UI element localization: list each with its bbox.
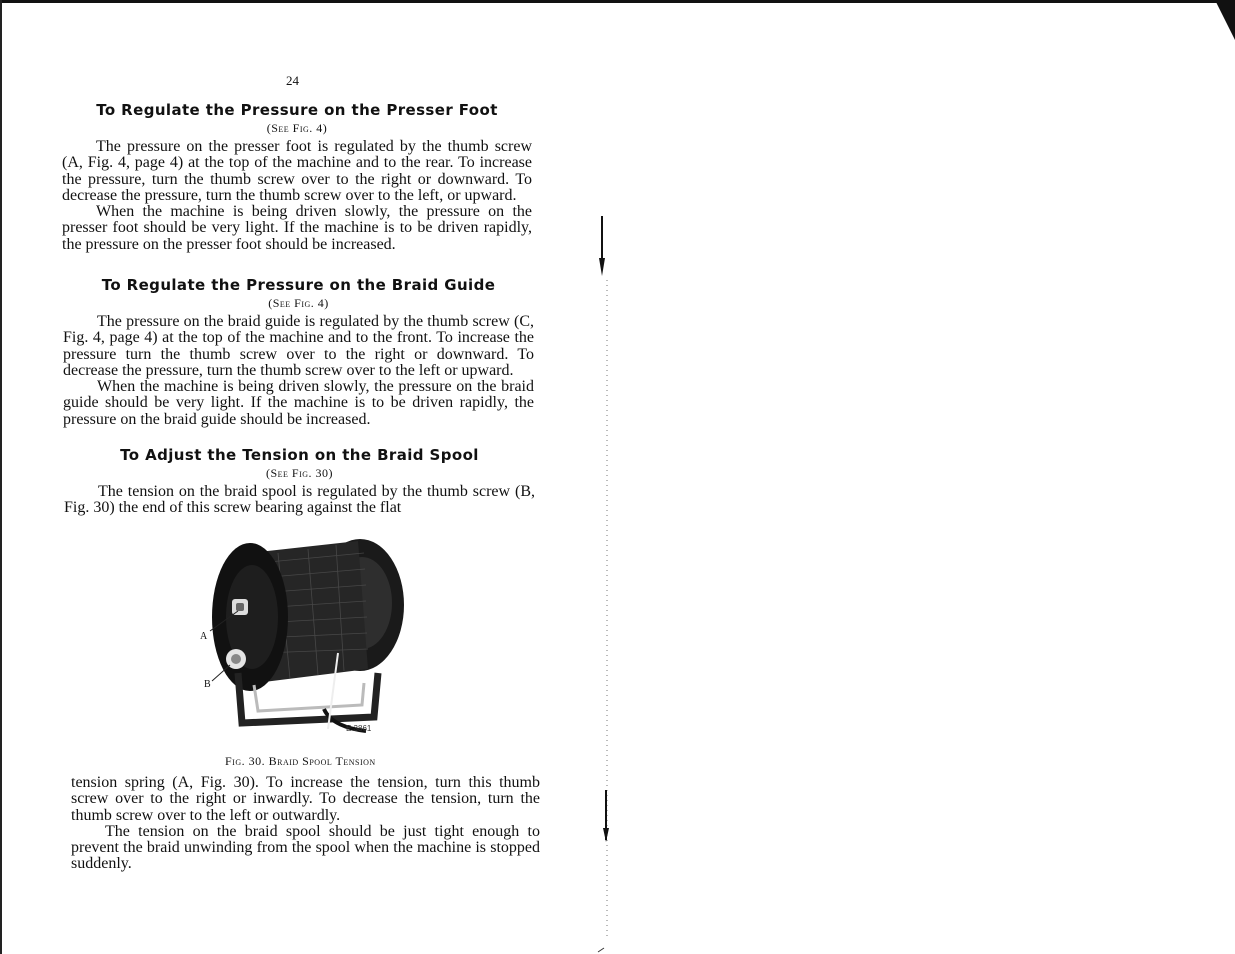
see-figure-note: (See Fig. 30) [265, 466, 334, 480]
see-figure-note: (See Fig. 4) [268, 296, 329, 310]
body-paragraph: The tension on the braid spool is regulated by the thumb screw (B, Fig. 30) the end of this screw bearing against the flat [64, 483, 535, 517]
section-heading: To Regulate the Pressure on the Braid Guide [101, 276, 496, 294]
figure-caption: Fig. 30. Braid Spool Tension [225, 754, 376, 768]
see-figure-note: (See Fig. 4) [266, 121, 328, 135]
section-presser-foot [62, 101, 532, 253]
scan-top-border [0, 0, 1235, 3]
braid-spool-figure [198, 533, 412, 743]
body-paragraph: The tension on the braid spool should be just tight enough to prevent the braid unwinding from the spool when the machine is stopped suddenly. [71, 822, 540, 873]
scan-left-border [0, 0, 2, 954]
continuation-text [71, 775, 540, 873]
section-braid-spool [64, 446, 535, 517]
body-paragraph: When the machine is being driven slowly, the pressure on the braid guide should be very light. If the machine is to be driven rapidly, the pressure on the braid guide should be increased. [63, 378, 534, 428]
page-number: 24 [286, 73, 299, 88]
corner-mark [1211, 0, 1235, 40]
figure-plate-code: E 3861 [346, 724, 372, 733]
scan-gutter-marks [596, 200, 626, 954]
figure-label-b: B [204, 679, 211, 690]
section-heading: To Regulate the Pressure on the Presser Foot [96, 101, 498, 119]
body-paragraph: The pressure on the braid guide is regulated by the thumb screw (C, Fig. 4, page 4) at the top of the machine and to the front. To increase the pressure turn the thumb screw over to the right or downward. To decrease the pressure, turn the thumb screw over to the left or upward. [63, 313, 534, 379]
body-paragraph: When the machine is being driven slowly, the pressure on the presser foot should be very light. If the machine is to be driven rapidly, the pressure on the presser foot should be increased. [62, 203, 532, 253]
section-braid-guide [63, 276, 534, 428]
section-heading: To Adjust the Tension on the Braid Spool [120, 446, 479, 464]
body-paragraph: The pressure on the presser foot is regulated by the thumb screw (A, Fig. 4, page 4) at the top of the machine and to the rear. To increase the pressure, turn the thumb screw over to the right or downward. To decrease the pressure, turn the thumb screw over to the left, or upward. [62, 138, 532, 204]
figure-label-a: A [200, 631, 208, 642]
body-paragraph: tension spring (A, Fig. 30). To increase the tension, turn this thumb screw over to the right or inwardly. To decrease the tension, turn the thumb screw over to the left or outwardly. [71, 774, 540, 824]
